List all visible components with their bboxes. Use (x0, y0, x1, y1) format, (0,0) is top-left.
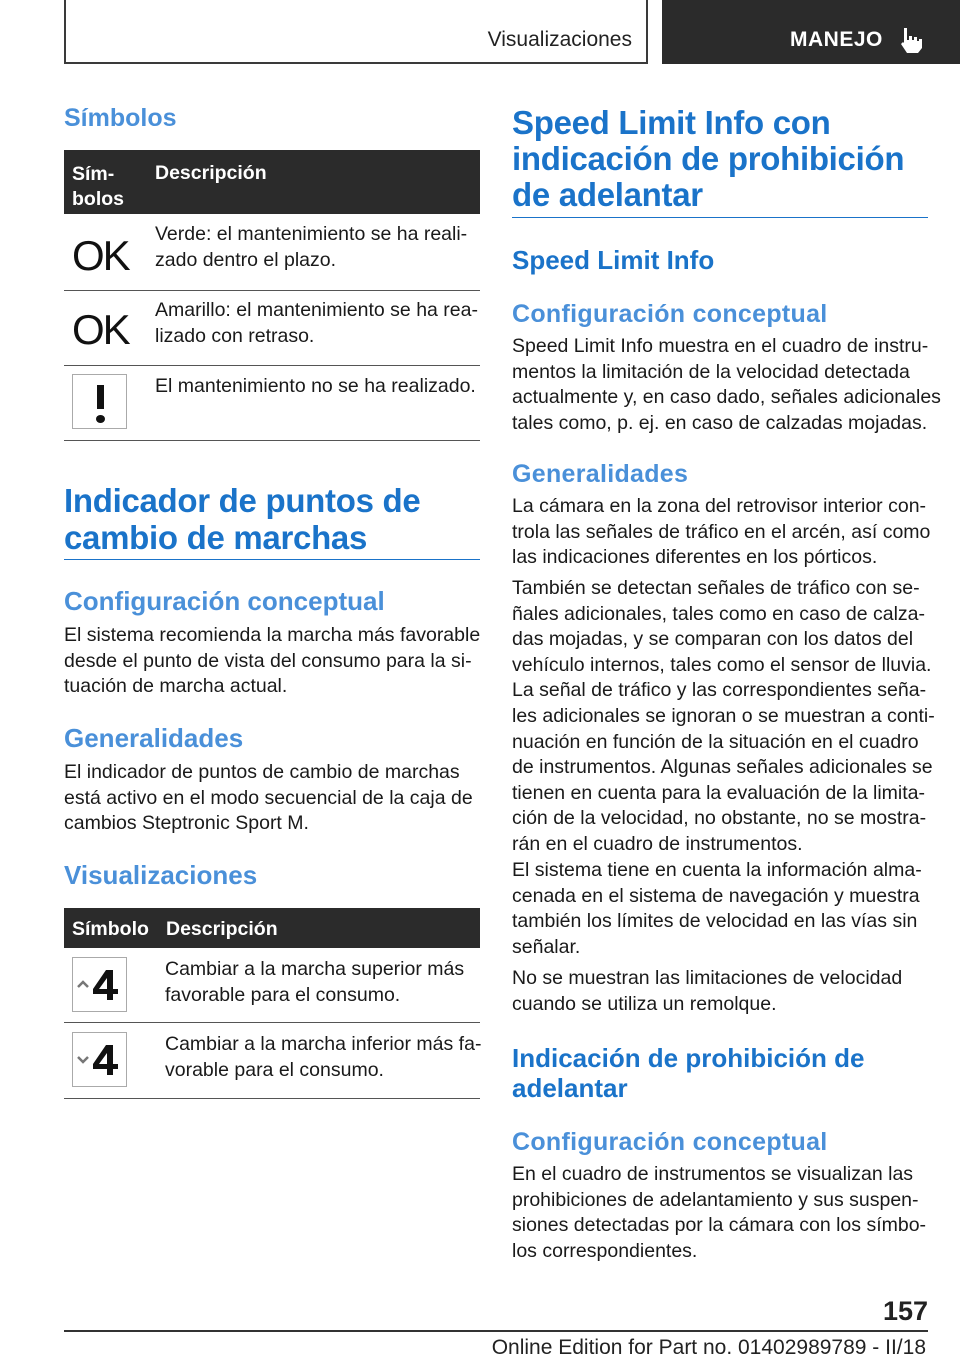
ok-icon-text: OK (72, 306, 129, 353)
line: indicación de prohibición (512, 140, 905, 177)
row-divider (64, 365, 480, 366)
table1-row1-desc (155, 222, 467, 273)
line: lizado con retraso. (155, 324, 315, 347)
line: tienen en cuenta para la evaluación de la limita- (512, 781, 926, 804)
config2-text (512, 1162, 926, 1264)
general-p3 (512, 858, 922, 960)
line: Speed Limit Info muestra en el cuadro de instru- (512, 335, 929, 357)
line: No se muestran las limitaciones de velocidad (512, 967, 903, 989)
heading-rule (512, 217, 928, 218)
config2-heading: Configuración conceptual (512, 1128, 828, 1156)
line: actualmente y, en caso dado, señales adicionales (512, 386, 941, 409)
table1-col1-header (72, 162, 124, 212)
exclamation-icon (72, 374, 127, 429)
table2-header (64, 908, 480, 948)
line: prohibiciones de adelantamiento y sus suspen- (512, 1188, 919, 1211)
line: Indicación de prohibición de (512, 1043, 865, 1073)
line: favorable para el consumo. (165, 983, 401, 1006)
line: Verde: el mantenimiento se ha reali- (155, 223, 468, 245)
col1-line1: Sím- (72, 163, 115, 185)
line: les adicionales se ignoran o se muestran a conti- (512, 704, 935, 727)
general-p1 (512, 494, 930, 571)
shift-down-4-icon (72, 1032, 127, 1087)
line: Amarillo: el mantenimiento se ha rea- (155, 299, 478, 321)
edition-text: Online Edition for Part no. 01402989789 - II/18 (491, 1336, 926, 1359)
general-p4 (512, 966, 902, 1017)
general-text-left (64, 760, 473, 837)
shift-down-graphic (73, 1033, 126, 1086)
chapter-tab[interactable] (662, 0, 960, 64)
line: cambios Steptronic Sport M. (64, 812, 309, 835)
line: zado dentro el plazo. (155, 248, 337, 271)
line: El sistema recomienda la marcha más favorable (64, 624, 481, 646)
config-text-right (512, 334, 941, 436)
line: de adelantar (512, 176, 703, 213)
line: desde el punto de vista del consumo para la si- (64, 649, 472, 672)
section-tab[interactable] (64, 0, 648, 64)
line: rán en el cuadro de instrumentos. (512, 832, 803, 855)
table2-col1-header: Símbolo (72, 918, 149, 940)
config-heading-left: Configuración conceptual (64, 586, 385, 616)
line: La cámara en la zona del retrovisor interior con- (512, 495, 927, 517)
line: las indicaciones diferentes en los pórticos. (512, 546, 878, 569)
col1-line2: bolos (72, 188, 124, 210)
line: adelantar (512, 1073, 628, 1103)
line: siones detectadas por la cámara con los símbo- (512, 1214, 927, 1237)
line: El mantenimiento no se ha realizado. (155, 375, 476, 397)
heading-rule (64, 559, 480, 560)
line: cenada en el sistema de navegación y muestra (512, 884, 920, 907)
chapter-tab-label: MANEJO (790, 28, 883, 51)
line: Cambiar a la marcha inferior más fa- (165, 1033, 482, 1055)
line: señalar. (512, 935, 581, 958)
row-divider (64, 440, 480, 441)
row-divider (64, 290, 480, 291)
table2-row2-desc (165, 1032, 481, 1083)
line: También se detectan señales de tráfico con se- (512, 577, 920, 599)
line: nuación en función de la situación en el cuadro (512, 730, 919, 753)
page-number: 157 (882, 1296, 928, 1326)
ok-icon-text: OK (72, 232, 129, 279)
shift-up-4-icon (72, 957, 127, 1012)
line: está activo en el modo secuencial de la caja de (64, 786, 473, 809)
line: Cambiar a la marcha superior más (165, 958, 465, 980)
line: La señal de tráfico y las correspondientes seña- (512, 679, 927, 702)
table1-row3-desc (155, 374, 476, 400)
ok-green-icon (72, 232, 129, 280)
table2-row1-desc (165, 957, 464, 1008)
main-heading-right (512, 105, 904, 213)
table1-col2-header: Descripción (155, 162, 267, 184)
line: cambio de marchas (64, 519, 368, 556)
overtake-heading (512, 1043, 864, 1103)
visual-heading: Visualizaciones (64, 860, 258, 890)
line: tuación de marcha actual. (64, 675, 288, 698)
line: Speed Limit Info con (512, 104, 831, 141)
line: ción de la velocidad, no obstante, no se mostra- (512, 807, 927, 830)
line: tales como, p. ej. en caso de calzadas mojadas. (512, 411, 928, 434)
line: cuando se utiliza un remolque. (512, 992, 777, 1015)
line: trola las señales de tráfico en el arcén, así como (512, 520, 931, 543)
table1-row2-desc (155, 298, 478, 349)
exclamation-dot (96, 415, 105, 423)
line: ñales adicionales, tales como en caso de calza- (512, 602, 925, 625)
general-p2 (512, 576, 935, 858)
footer-rule (64, 1330, 928, 1332)
config-heading-right: Configuración conceptual (512, 300, 828, 328)
simbolos-heading: Símbolos (64, 104, 177, 132)
general-heading-left: Generalidades (64, 723, 244, 753)
shift-up-graphic (73, 958, 126, 1011)
line: los correspondientes. (512, 1239, 698, 1262)
config-text-left (64, 623, 480, 700)
line: Indicador de puntos de (64, 482, 421, 519)
table1-header (64, 150, 480, 214)
line: vorable para el consumo. (165, 1058, 384, 1081)
line: El indicador de puntos de cambio de marchas (64, 761, 460, 783)
line: das mojadas, y se comparan con los datos del (512, 628, 914, 651)
indicator-heading (64, 482, 420, 556)
sli-heading: Speed Limit Info (512, 245, 715, 275)
hand-pointer-icon (898, 26, 924, 54)
table2-col2-header: Descripción (166, 918, 278, 940)
line: En el cuadro de instrumentos se visualizan las (512, 1163, 914, 1185)
ok-yellow-icon (72, 306, 129, 354)
row-divider (64, 1098, 480, 1099)
general-heading-right: Generalidades (512, 460, 689, 488)
line: de instrumentos. Algunas señales adicionales se (512, 756, 933, 779)
row-divider (64, 1022, 480, 1023)
line: mentos la limitación de la velocidad detectada (512, 360, 910, 383)
line: también los límites de velocidad en las vías sin (512, 910, 918, 933)
exclamation-bar (97, 385, 104, 409)
section-tab-label: Visualizaciones (487, 28, 632, 51)
line: vehículo internos, tales como el sensor de lluvia. (512, 653, 932, 676)
line: El sistema tiene en cuenta la información alma- (512, 859, 922, 881)
